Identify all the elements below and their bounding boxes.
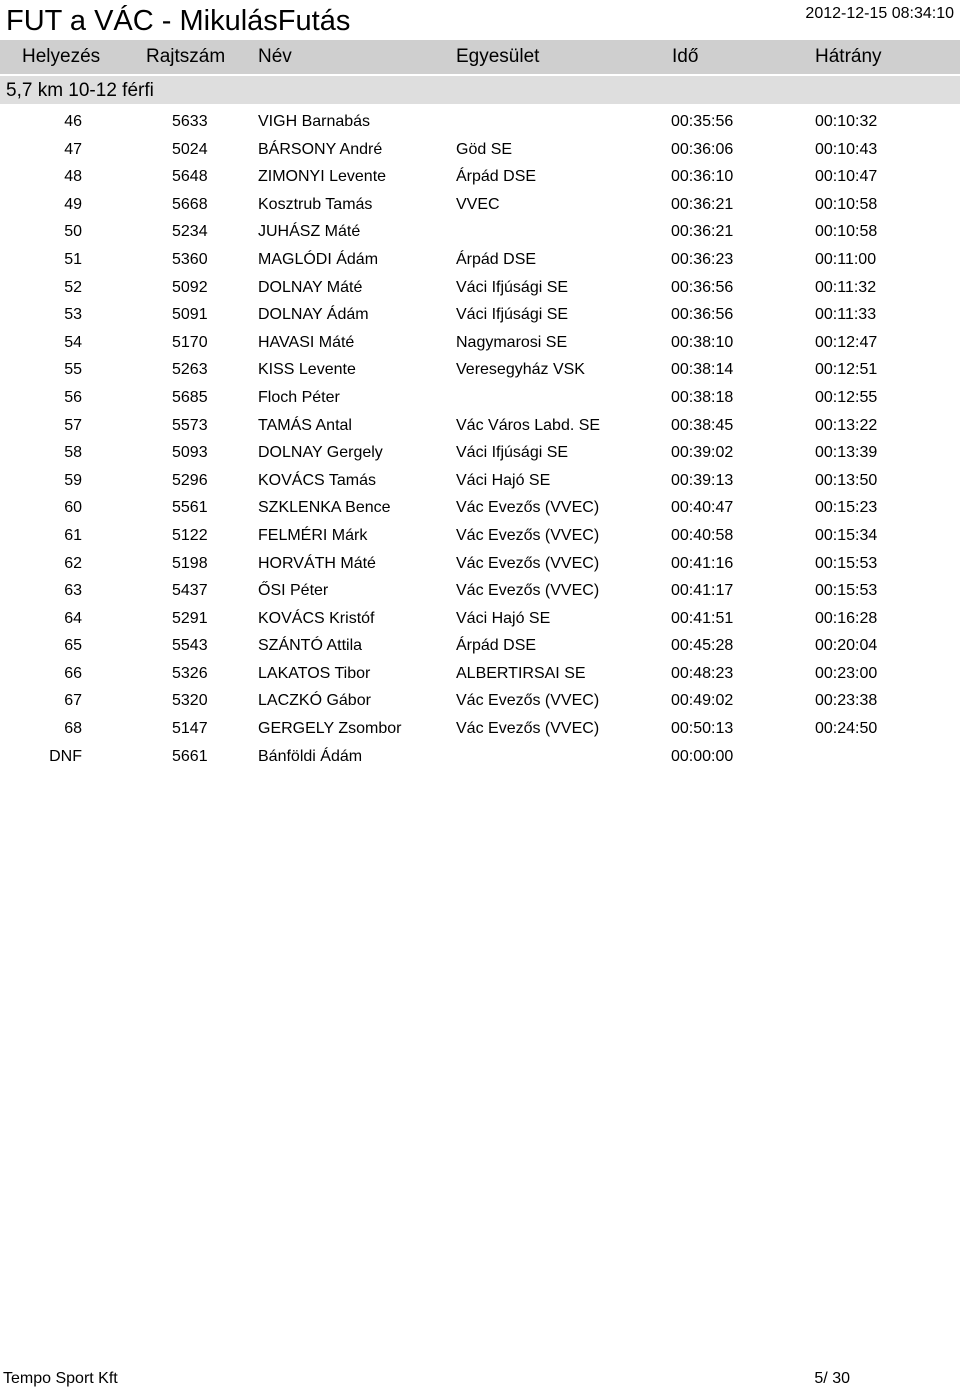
category-title: 5,7 km 10-12 férfi (6, 80, 154, 101)
cell-behind: 00:13:50 (815, 471, 878, 489)
cell-bib: 5437 (172, 582, 208, 600)
cell-time: 00:36:10 (671, 168, 734, 186)
cell-bib: 5092 (172, 278, 208, 296)
table-row (0, 108, 960, 136)
cell-position: DNF (49, 747, 82, 765)
table-row (0, 687, 960, 715)
cell-club: Árpád DSE (456, 168, 537, 186)
cell-time: 00:40:47 (671, 499, 734, 517)
table-row (0, 191, 960, 219)
table-row (0, 632, 960, 660)
cell-behind: 00:10:47 (815, 168, 878, 186)
footer-page-number: 5/ 30 (814, 1370, 850, 1387)
cell-bib: 5296 (172, 471, 208, 489)
column-header-name: Név (258, 46, 292, 67)
cell-position: 51 (64, 250, 82, 268)
cell-name: MAGLÓDI Ádám (258, 250, 379, 268)
cell-time: 00:36:21 (671, 195, 734, 213)
cell-position: 67 (64, 692, 82, 710)
cell-position: 61 (64, 526, 82, 544)
table-row (0, 412, 960, 440)
cell-name: SZÁNTÓ Attila (258, 637, 363, 655)
cell-position: 68 (64, 720, 82, 738)
cell-position: 63 (64, 582, 82, 600)
cell-behind: 00:10:58 (815, 195, 878, 213)
cell-bib: 5668 (172, 195, 208, 213)
cell-time: 00:39:13 (671, 471, 734, 489)
table-row (0, 274, 960, 302)
cell-position: 60 (64, 499, 82, 517)
column-header-behind: Hátrány (815, 46, 882, 67)
cell-behind: 00:23:00 (815, 664, 878, 682)
table-row (0, 715, 960, 743)
cell-name: DOLNAY Gergely (258, 444, 383, 462)
cell-bib: 5320 (172, 692, 208, 710)
table-row (0, 660, 960, 688)
cell-position: 52 (64, 278, 82, 296)
table-row (0, 301, 960, 329)
cell-name: KISS Levente (258, 361, 356, 379)
cell-time: 00:36:56 (671, 306, 734, 324)
cell-time: 00:39:02 (671, 444, 734, 462)
cell-time: 00:50:13 (671, 720, 734, 738)
cell-behind: 00:24:50 (815, 720, 878, 738)
cell-club: Vác Evezős (VVEC) (456, 499, 600, 517)
cell-bib: 5147 (172, 720, 208, 738)
cell-name: DOLNAY Ádám (258, 306, 369, 324)
column-header-time: Idő (672, 46, 699, 67)
cell-bib: 5360 (172, 250, 208, 268)
cell-club: Veresegyház VSK (456, 361, 585, 379)
cell-position: 46 (64, 113, 82, 130)
cell-bib: 5685 (172, 388, 208, 406)
cell-bib: 5291 (172, 609, 208, 627)
cell-club: Vác Evezős (VVEC) (456, 526, 600, 544)
cell-name: VIGH Barnabás (258, 113, 371, 130)
cell-name: Floch Péter (258, 388, 340, 406)
cell-position: 59 (64, 471, 82, 489)
cell-position: 55 (64, 361, 82, 379)
cell-bib: 5561 (172, 499, 208, 517)
table-row (0, 218, 960, 246)
table-row (0, 246, 960, 274)
table-row (0, 467, 960, 495)
cell-behind: 00:15:53 (815, 582, 878, 600)
cell-behind: 00:12:47 (815, 333, 878, 351)
cell-name: FELMÉRI Márk (258, 526, 368, 544)
cell-position: 49 (64, 195, 82, 213)
cell-club: Váci Ifjúsági SE (456, 306, 569, 324)
table-row (0, 494, 960, 522)
cell-bib: 5543 (172, 637, 208, 655)
cell-behind: 00:15:53 (815, 554, 878, 572)
cell-bib: 5573 (172, 416, 208, 434)
cell-time: 00:40:58 (671, 526, 734, 544)
cell-behind: 00:13:22 (815, 416, 878, 434)
table-row (0, 577, 960, 605)
cell-behind: 00:10:58 (815, 223, 878, 241)
cell-behind: 00:15:23 (815, 499, 878, 517)
cell-time: 00:45:28 (671, 637, 734, 655)
cell-club: Váci Hajó SE (456, 471, 551, 489)
cell-bib: 5170 (172, 333, 208, 351)
column-header-club: Egyesület (456, 46, 540, 67)
cell-position: 53 (64, 306, 82, 324)
cell-name: KOVÁCS Tamás (258, 471, 376, 489)
cell-time: 00:41:16 (671, 554, 734, 572)
cell-club: Árpád DSE (456, 250, 537, 268)
column-header-bib: Rajtszám (146, 46, 226, 67)
cell-name: SZKLENKA Bence (258, 499, 391, 517)
timestamp: 2012-12-15 08:34:10 (805, 5, 954, 22)
table-row (0, 329, 960, 357)
cell-position: 48 (64, 168, 82, 186)
cell-time: 00:41:17 (671, 582, 734, 600)
cell-name: ŐSI Péter (258, 582, 329, 600)
cell-bib: 5648 (172, 168, 208, 186)
cell-club: Váci Ifjúsági SE (456, 278, 569, 296)
cell-bib: 5024 (172, 140, 208, 158)
table-row (0, 356, 960, 384)
cell-position: 65 (64, 637, 82, 655)
cell-name: ZIMONYI Levente (258, 168, 387, 186)
cell-time: 00:00:00 (671, 747, 734, 765)
results-table (0, 108, 960, 770)
cell-name: JUHÁSZ Máté (258, 223, 361, 241)
cell-name: KOVÁCS Kristóf (258, 609, 375, 627)
table-row (0, 550, 960, 578)
cell-bib: 5234 (172, 223, 208, 241)
cell-club: Vác Evezős (VVEC) (456, 582, 600, 600)
cell-bib: 5263 (172, 361, 208, 379)
cell-position: 56 (64, 388, 82, 406)
column-header-position: Helyezés (22, 46, 101, 67)
cell-club: Vác Evezős (VVEC) (456, 554, 600, 572)
cell-name: HAVASI Máté (258, 333, 355, 351)
cell-club: Váci Hajó SE (456, 609, 551, 627)
cell-behind: 00:10:32 (815, 113, 878, 130)
cell-bib: 5091 (172, 306, 208, 324)
cell-time: 00:48:23 (671, 664, 734, 682)
cell-club: Árpád DSE (456, 637, 537, 655)
cell-time: 00:38:10 (671, 333, 734, 351)
cell-time: 00:38:45 (671, 416, 734, 434)
cell-name: Bánföldi Ádám (258, 747, 363, 765)
table-row (0, 384, 960, 412)
cell-name: HORVÁTH Máté (258, 554, 376, 572)
cell-position: 57 (64, 416, 82, 434)
cell-behind: 00:11:00 (815, 250, 877, 268)
cell-time: 00:36:21 (671, 223, 734, 241)
cell-bib: 5633 (172, 113, 208, 130)
cell-club: VVEC (456, 195, 500, 213)
cell-club: Vác Város Labd. SE (456, 416, 601, 434)
cell-bib: 5093 (172, 444, 208, 462)
footer-company: Tempo Sport Kft (3, 1370, 118, 1387)
table-row (0, 522, 960, 550)
table-row (0, 136, 960, 164)
cell-time: 00:49:02 (671, 692, 734, 710)
cell-position: 58 (64, 444, 82, 462)
cell-time: 00:36:23 (671, 250, 734, 268)
cell-name: DOLNAY Máté (258, 278, 363, 296)
cell-club: Vác Evezős (VVEC) (456, 720, 600, 738)
cell-time: 00:35:56 (671, 113, 734, 130)
cell-behind: 00:13:39 (815, 444, 878, 462)
cell-behind: 00:10:43 (815, 140, 878, 158)
table-row (0, 743, 960, 771)
cell-position: 54 (64, 333, 82, 351)
cell-time: 00:38:18 (671, 388, 734, 406)
cell-bib: 5326 (172, 664, 208, 682)
cell-behind: 00:12:55 (815, 388, 878, 406)
table-row (0, 605, 960, 633)
cell-name: GERGELY Zsombor (258, 720, 402, 738)
cell-bib: 5661 (172, 747, 208, 765)
table-row (0, 439, 960, 467)
cell-position: 66 (64, 664, 82, 682)
cell-club: Göd SE (456, 140, 513, 158)
cell-name: LACZKÓ Gábor (258, 692, 371, 710)
cell-bib: 5198 (172, 554, 208, 572)
page-title: FUT a VÁC - MikulásFutás (6, 5, 351, 37)
cell-time: 00:36:56 (671, 278, 734, 296)
cell-name: Kosztrub Tamás (258, 195, 373, 213)
cell-behind: 00:11:32 (815, 278, 877, 296)
cell-position: 64 (64, 609, 82, 627)
cell-club: Váci Ifjúsági SE (456, 444, 569, 462)
cell-position: 62 (64, 554, 82, 572)
cell-time: 00:38:14 (671, 361, 734, 379)
cell-club: Vác Evezős (VVEC) (456, 692, 600, 710)
cell-behind: 00:23:38 (815, 692, 878, 710)
cell-name: TAMÁS Antal (258, 416, 352, 434)
table-row (0, 163, 960, 191)
cell-behind: 00:15:34 (815, 526, 878, 544)
cell-behind: 00:12:51 (815, 361, 878, 379)
cell-behind: 00:16:28 (815, 609, 878, 627)
cell-position: 50 (64, 223, 82, 241)
cell-time: 00:41:51 (671, 609, 734, 627)
cell-name: LAKATOS Tibor (258, 664, 371, 682)
cell-name: BÁRSONY André (258, 140, 383, 158)
cell-time: 00:36:06 (671, 140, 734, 158)
cell-club: ALBERTIRSAI SE (456, 664, 586, 682)
cell-behind: 00:11:33 (815, 306, 877, 324)
cell-position: 47 (64, 140, 82, 158)
cell-bib: 5122 (172, 526, 208, 544)
cell-club: Nagymarosi SE (456, 333, 568, 351)
cell-behind: 00:20:04 (815, 637, 878, 655)
